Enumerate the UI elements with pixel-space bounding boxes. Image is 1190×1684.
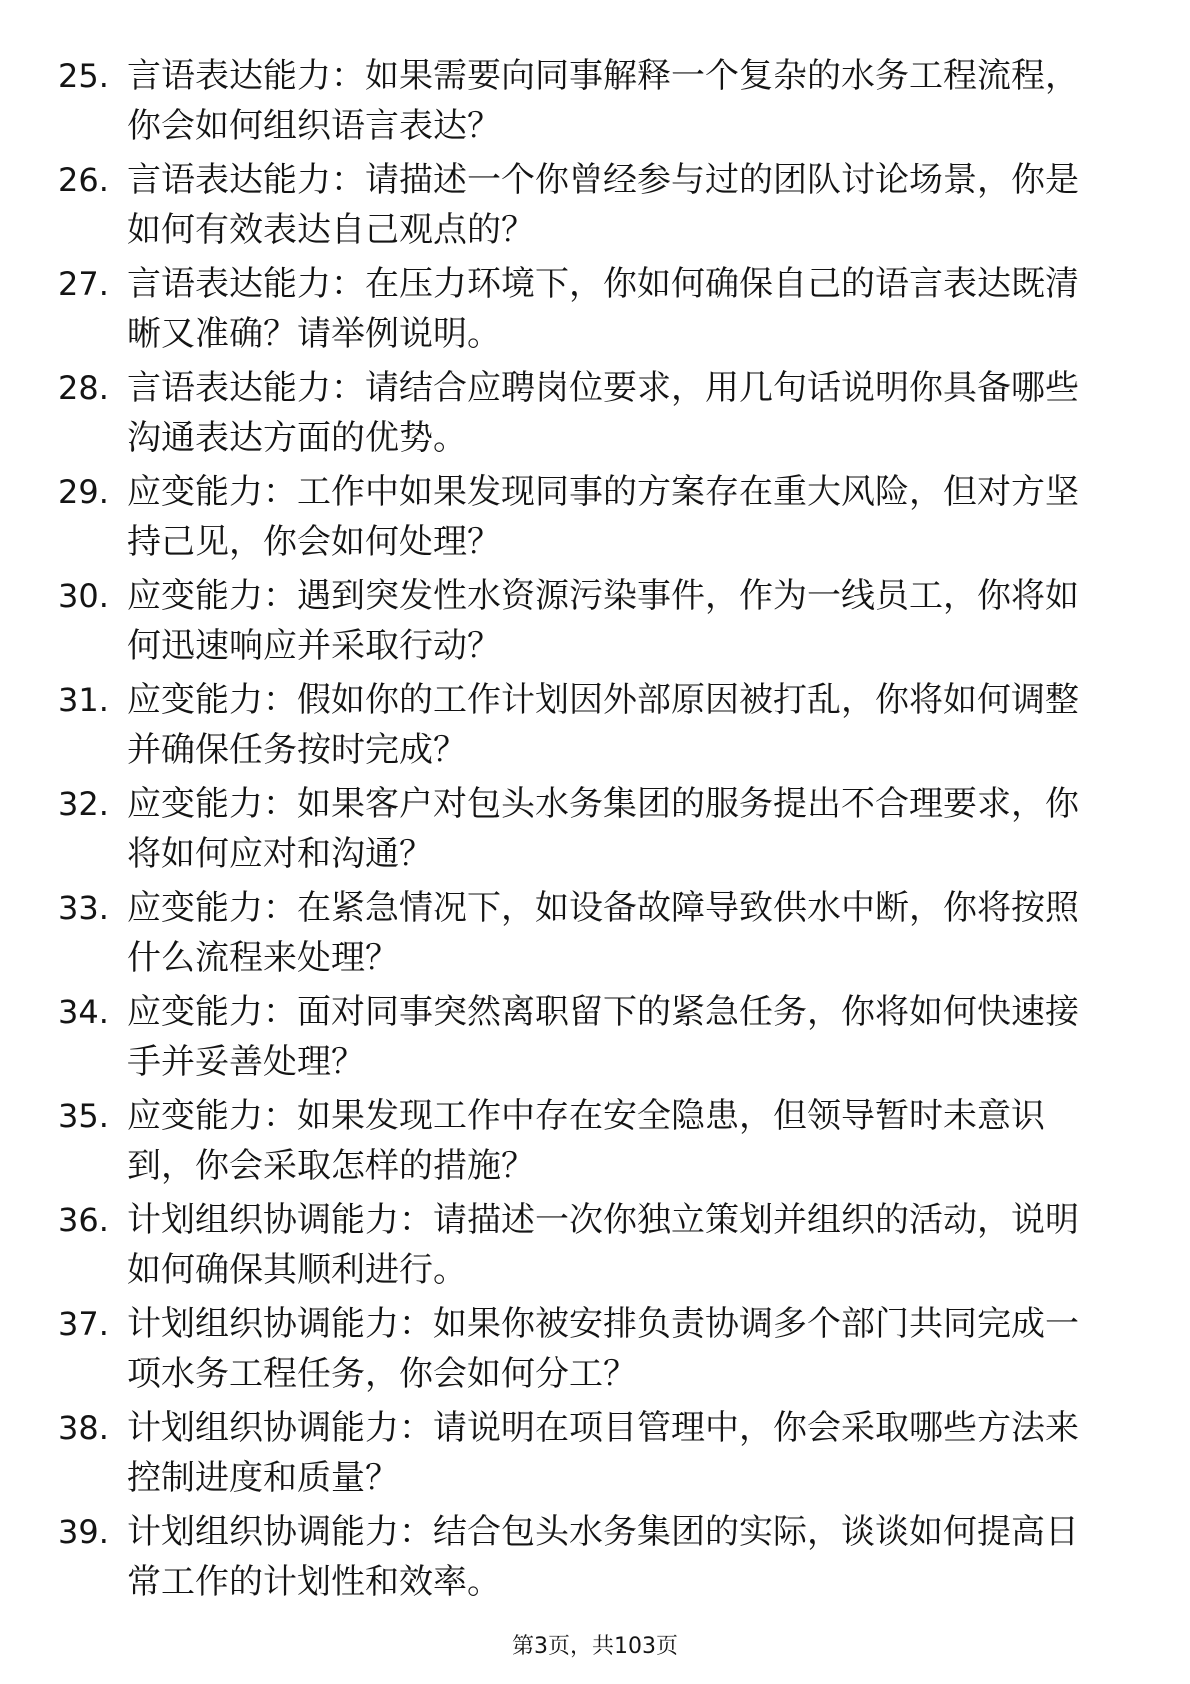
question-number: 34. (58, 993, 109, 1031)
question-item-26 (0, 155, 1190, 255)
question-list (0, 51, 1190, 1607)
question-line: 应变能力：如果发现工作中存在安全隐患，但领导暂时未意识 (127, 1096, 1045, 1136)
question-line: 控制进度和质量？ (127, 1458, 399, 1498)
question-line: 言语表达能力：请结合应聘岗位要求，用几句话说明你具备哪些 (127, 368, 1079, 408)
question-number: 35. (58, 1097, 109, 1135)
question-item-31 (0, 675, 1190, 775)
question-number: 25. (58, 57, 109, 95)
question-number: 39. (58, 1513, 109, 1551)
question-number: 38. (58, 1409, 109, 1447)
question-text (127, 1403, 1127, 1503)
question-text (127, 675, 1127, 775)
question-line: 晰又准确？请举例说明。 (127, 314, 501, 354)
question-line: 持己见，你会如何处理？ (127, 522, 501, 562)
question-number: 29. (58, 473, 109, 511)
question-text (127, 155, 1127, 255)
question-line: 应变能力：工作中如果发现同事的方案存在重大风险，但对方坚 (127, 472, 1079, 512)
question-number: 36. (58, 1201, 109, 1239)
question-line: 计划组织协调能力：如果你被安排负责协调多个部门共同完成一 (127, 1304, 1079, 1344)
question-line: 计划组织协调能力：结合包头水务集团的实际，谈谈如何提高日 (127, 1512, 1079, 1552)
question-line: 将如何应对和沟通？ (127, 834, 433, 874)
question-item-37 (0, 1299, 1190, 1399)
question-text (127, 779, 1127, 879)
question-text (127, 571, 1127, 671)
question-number: 37. (58, 1305, 109, 1343)
question-line: 应变能力：如果客户对包头水务集团的服务提出不合理要求，你 (127, 784, 1079, 824)
question-line: 言语表达能力：请描述一个你曾经参与过的团队讨论场景，你是 (127, 160, 1079, 200)
question-item-34 (0, 987, 1190, 1087)
question-number: 31. (58, 681, 109, 719)
question-line: 什么流程来处理？ (127, 938, 399, 978)
question-text (127, 883, 1127, 983)
question-number: 27. (58, 265, 109, 303)
question-line: 沟通表达方面的优势。 (127, 418, 467, 458)
question-line: 如何确保其顺利进行。 (127, 1250, 467, 1290)
question-number: 32. (58, 785, 109, 823)
question-line: 你会如何组织语言表达？ (127, 106, 501, 146)
question-line: 应变能力：遇到突发性水资源污染事件，作为一线员工，你将如 (127, 576, 1079, 616)
question-line: 项水务工程任务，你会如何分工？ (127, 1354, 637, 1394)
question-line: 常工作的计划性和效率。 (127, 1562, 501, 1602)
question-item-30 (0, 571, 1190, 671)
question-line: 到，你会采取怎样的措施？ (127, 1146, 535, 1186)
question-text (127, 363, 1127, 463)
question-item-25 (0, 51, 1190, 151)
question-line: 何迅速响应并采取行动？ (127, 626, 501, 666)
question-line: 如何有效表达自己观点的？ (127, 210, 535, 250)
question-item-32 (0, 779, 1190, 879)
question-line: 言语表达能力：在压力环境下，你如何确保自己的语言表达既清 (127, 264, 1079, 304)
question-text (127, 1195, 1127, 1295)
question-item-27 (0, 259, 1190, 359)
question-line: 应变能力：面对同事突然离职留下的紧急任务，你将如何快速接 (127, 992, 1079, 1032)
question-text (127, 1299, 1127, 1399)
question-text (127, 467, 1127, 567)
question-line: 手并妥善处理？ (127, 1042, 365, 1082)
question-number: 30. (58, 577, 109, 615)
question-item-39 (0, 1507, 1190, 1607)
question-text (127, 1091, 1127, 1191)
question-line: 言语表达能力：如果需要向同事解释一个复杂的水务工程流程， (127, 56, 1079, 96)
question-number: 33. (58, 889, 109, 927)
question-item-29 (0, 467, 1190, 567)
question-line: 并确保任务按时完成？ (127, 730, 467, 770)
question-line: 计划组织协调能力：请描述一次你独立策划并组织的活动，说明 (127, 1200, 1079, 1240)
question-item-36 (0, 1195, 1190, 1295)
question-text (127, 51, 1127, 151)
question-line: 计划组织协调能力：请说明在项目管理中，你会采取哪些方法来 (127, 1408, 1079, 1448)
question-item-35 (0, 1091, 1190, 1191)
question-number: 26. (58, 161, 109, 199)
page-footer: 第3页，共103页 (512, 1634, 678, 1659)
question-text (127, 259, 1127, 359)
question-number: 28. (58, 369, 109, 407)
question-line: 应变能力：在紧急情况下，如设备故障导致供水中断，你将按照 (127, 888, 1079, 928)
question-item-33 (0, 883, 1190, 983)
question-text (127, 1507, 1127, 1607)
question-text (127, 987, 1127, 1087)
question-item-28 (0, 363, 1190, 463)
question-line: 应变能力：假如你的工作计划因外部原因被打乱，你将如何调整 (127, 680, 1079, 720)
question-item-38 (0, 1403, 1190, 1503)
